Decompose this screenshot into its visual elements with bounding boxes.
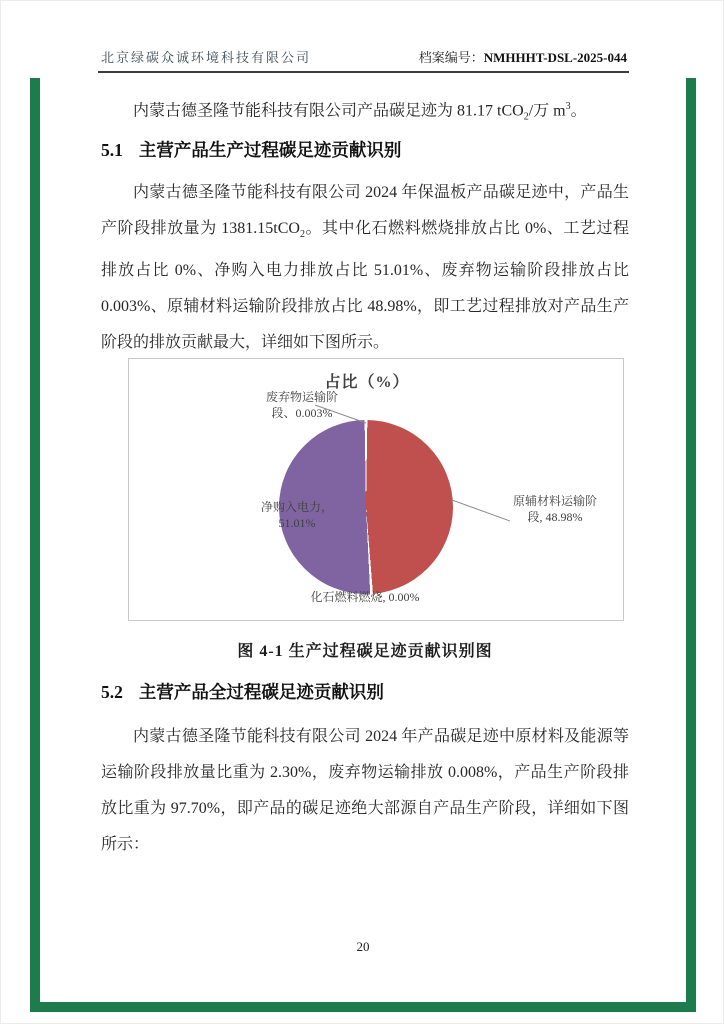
subscript-2: 2 (523, 111, 529, 123)
page-frame-right (686, 78, 696, 1012)
intro-text-mid: /万 m (528, 102, 566, 120)
section-number: 5.2 (101, 682, 123, 702)
page-frame-bottom (30, 1002, 696, 1012)
section-number: 5.1 (101, 140, 123, 160)
pie-label-purchased-electricity: 净购入电力，51.01% (260, 500, 333, 530)
section-5-1-heading (101, 137, 629, 162)
intro-text-end: 。 (570, 102, 587, 120)
section-title: 主营产品生产过程碳足迹贡献识别 (138, 140, 402, 160)
section-5-2-paragraph: 内蒙古德圣隆节能科技有限公司 2024 年产品碳足迹中原材料及能源等运输阶段排放量比重为 2.30%，废弃物运输排放 0.008%，产品生产阶段排放比重为 97.70%，即产品的碳足迹绝大部源自产品生产阶段，详细如下图所示： (101, 728, 629, 853)
pie-label-waste-transport: 废弃物运输阶段、0.003% (265, 390, 338, 420)
header-rule (98, 71, 629, 73)
header-doc-number (419, 47, 627, 66)
intro-paragraph (101, 89, 629, 136)
pie-label-fossil-fuel: 化石燃料燃烧, 0.00% (310, 590, 420, 604)
pie-label-raw-material-transport: 原辅材料运输阶段, 48.98% (513, 494, 598, 524)
paragraph-text: 。其中化石燃料燃烧排放占比 0%、工艺过程排放占比 0%、净购入电力排放占比 51.01%、废弃物运输阶段排放占比 0.003%、原辅材料运输阶段排放占比 48.98%，即工艺过程排放对产品生产阶段的排放贡献最大，详细如下图所示。 (101, 220, 629, 352)
section-5-1-paragraph (101, 175, 629, 361)
chart-title: 占比（%） (324, 374, 410, 391)
superscript-3: 3 (565, 101, 571, 112)
figure-caption: 图 4-1 生产过程碳足迹贡献识别图 (237, 643, 493, 660)
page-frame-left (30, 78, 40, 1012)
doc-number-value: NMHHHT-DSL-2025-044 (483, 50, 627, 65)
leader-lines (129, 359, 623, 620)
paragraph-text: 内蒙古德圣隆节能科技有限公司 2024 年保温板产品碳足迹中，产品生产阶段排放量为 1381.15tCO (101, 184, 629, 237)
doc-number-label: 档案编号： (418, 50, 484, 65)
section-title: 主营产品全过程碳足迹贡献识别 (138, 682, 384, 702)
pie-chart-panel (128, 358, 624, 621)
section-5-2-heading (101, 679, 629, 704)
subscript-2: 2 (299, 229, 305, 241)
page-number: 20 (356, 939, 370, 954)
intro-text: 内蒙古德圣隆节能科技有限公司产品碳足迹为 81.17 tCO (133, 102, 524, 120)
header-company: 北京绿碳众诚环境科技有限公司 (101, 50, 312, 65)
